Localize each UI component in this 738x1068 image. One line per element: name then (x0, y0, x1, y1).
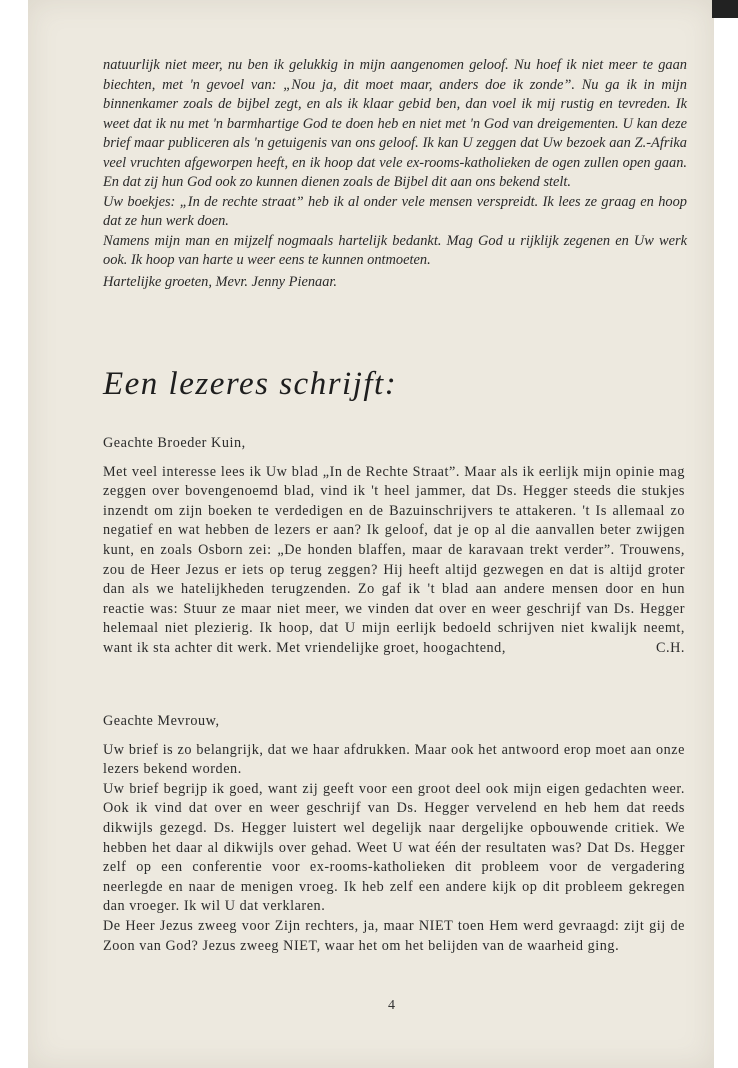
editor-reply (103, 712, 685, 956)
page-number: 4 (388, 998, 395, 1013)
scan-edge (712, 0, 738, 18)
reader-initials: C.H. (655, 639, 685, 656)
letter-signature: Hartelijke groeten, Mevr. Jenny Pienaar. (103, 273, 338, 290)
reader-salutation: Geachte Broeder Kuin, (103, 435, 246, 451)
letter-paragraph: natuurlijk niet meer, nu ben ik gelukkig in mijn aangenomen geloof. Nu hoef ik niet meer te gaan biechten, met 'n gevoel van: „Nou ja, dit moet maar, anders doe ik zonde”. Nu ga ik in mijn binnenkamer zoals de bijbel zegt, en als ik klaar gebid ben, dan voel ik mij rustig en tevreden. Ik weet dat ik nu met 'n barmhartige God te doen heb en niet met 'n God van dreigementen. U kan deze brief maar publiceren als 'n getuigenis van ons geloof. Ik kan U zeggen dat Uw bezoek aan Z.-Afrika veel vruchten afgeworpen heeft, en ik hoop dat vele ex-rooms-katholieken de ogen zullen open gaan. En dat zij hun God ook zo kunnen dienen zoals de Bijbel dit aan ons bekend stelt. (103, 57, 687, 190)
letter-paragraph: Uw boekjes: „In de rechte straat” heb ik al onder vele mensen verspreidt. Ik lees ze graag en hoop dat ze hun werk doen. (103, 193, 687, 229)
reader-letter-body (103, 463, 685, 659)
reply-paragraph: Uw brief begrijp ik goed, want zij geeft voor een groot deel ook mijn eigen gedachten weer. Ook ik vind dat over en weer geschrijf van Ds. Hegger vervelend en heb hem dat reeds dikwijls gezegd. Ds. Hegger luistert wel degelijk naar dergelijke opbouwende critiek. We hebben het daar al dikwijls over gehad. Weet U wat één der resultaten was? Dat Ds. Hegger zelf op een conferentie voor ex-rooms-katholieken dit probleem voor de vergadering neerlegde en naar de menigen vroeg. Ik heb zelf een andere kijk op dit probleem gekregen dan vroeger. Ik wil U dat verklaren. (103, 780, 685, 915)
reader-letter-text: Met veel interesse lees ik Uw blad „In de Rechte Straat”. Maar als ik eerlijk mijn opinie mag zeggen over bovengenoemd blad, vind ik 't heel jammer, dat Ds. Hegger steeds die stukjes inzendt om zijn boeken te verdedigen en de Bazuinschrijvers te attakeren. 't Is allemaal zo negatief en wat hebben de lezers er aan? Ik geloof, dat je op al die aanvallen beter zwijgen kunt, en zoals Osborn zei: „De honden blaffen, maar de karavaan trekt verder”. Trouwens, zou de Heer Jezus er iets op terug zeggen? Hij heeft altijd gezwegen en dat is altijd groter dan als we hatelijkheden terugzenden. Zo gaf ik 't blad aan andere mensen door en hun reactie was: Stuur ze maar niet meer, we vinden dat over en weer geschrijf van Ds. Hegger helemaal niet plezierig. Ik hoop, dat U mijn eerlijk bedoeld schrijven niet kwalijk neemt, want ik sta achter dit werk. Met vriendelijke groet, hoogachtend, (103, 463, 685, 656)
letter-paragraph: Namens mijn man en mijzelf nogmaals hartelijk bedankt. Mag God u rijklijk zegenen en Uw werk ook. Ik hoop van harte u weer eens te kunnen ontmoeten. (103, 232, 687, 268)
reply-paragraph: De Heer Jezus zweeg voor Zijn rechters, ja, maar NIET toen Hem werd gevraagd: zijt gij de Zoon van God? Jezus zweeg NIET, waar het om het belijden van de waarheid ging. (103, 917, 685, 954)
reply-paragraph: Uw brief is zo belangrijk, dat we haar afdrukken. Maar ook het antwoord erop moet aan onze lezers bekend worden. (103, 741, 685, 778)
section-heading: Een lezeres schrijft: (103, 366, 398, 402)
reader-letter (103, 434, 685, 659)
reply-salutation: Geachte Mevrouw, (103, 713, 220, 729)
previous-letter-ending (103, 56, 687, 292)
